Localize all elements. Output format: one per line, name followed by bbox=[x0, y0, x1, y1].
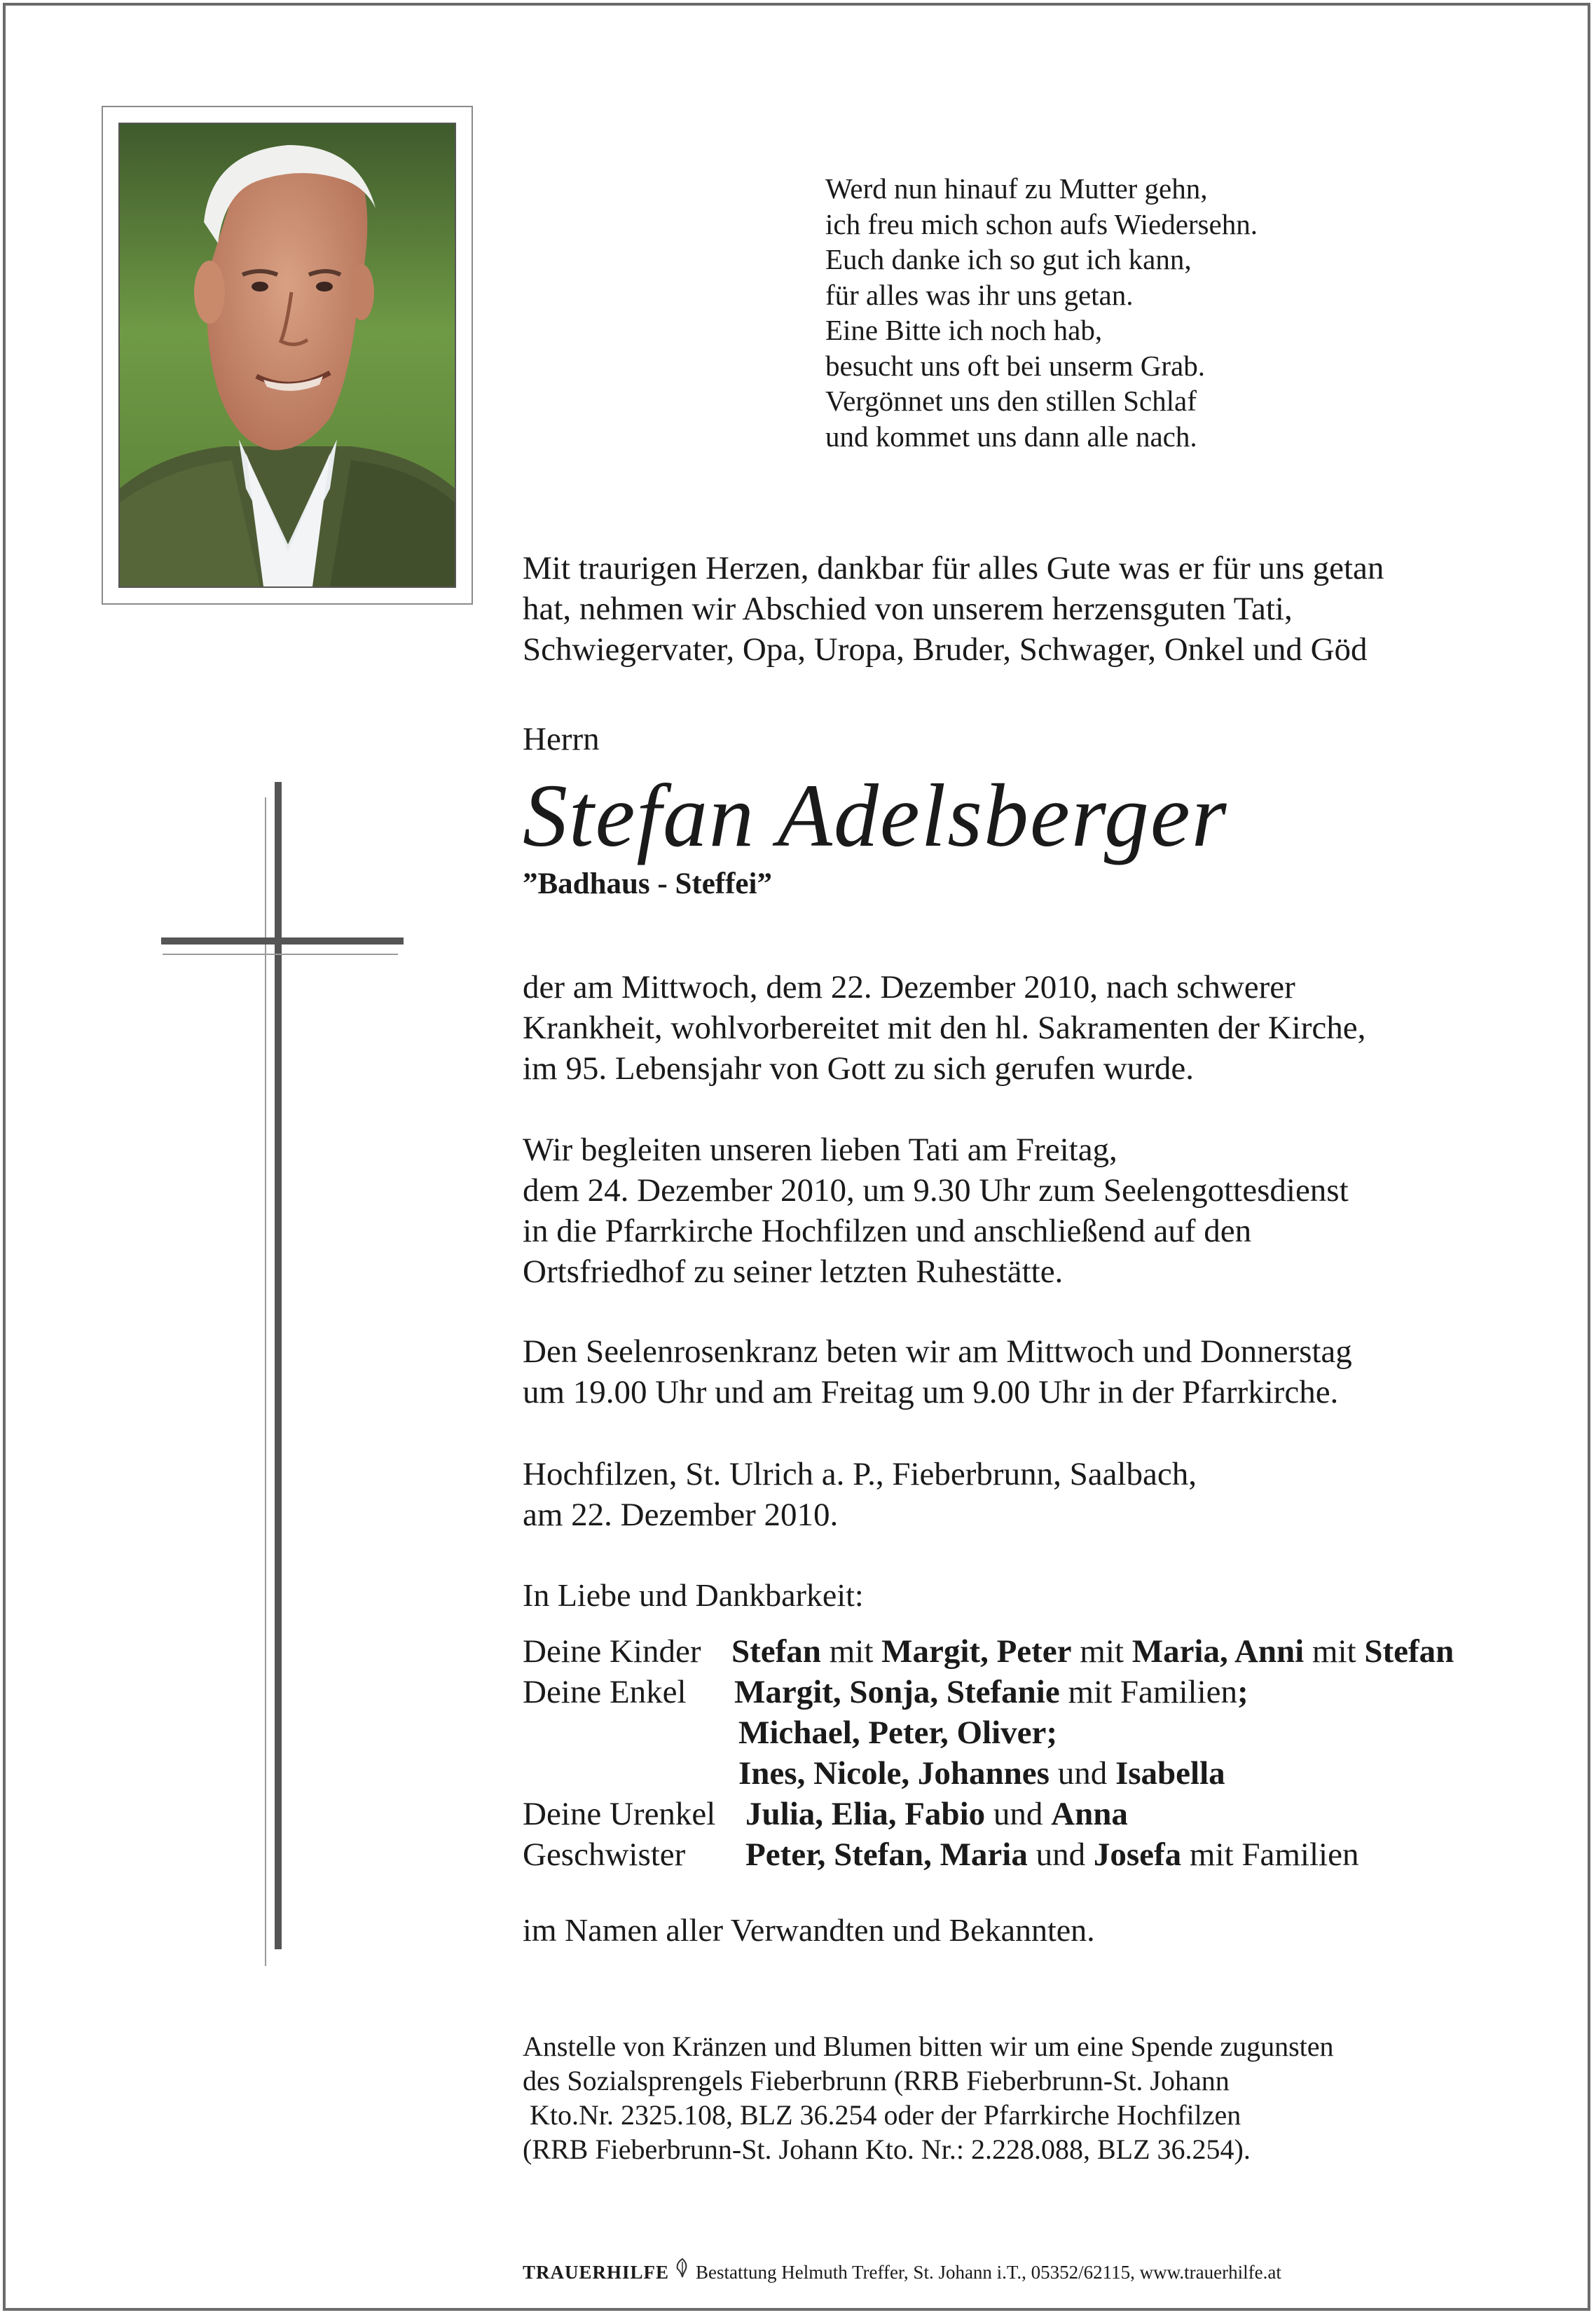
donation-line: (RRB Fieberbrunn-St. Johann Kto. Nr.: 2.228.088, BLZ 36.254). bbox=[523, 2134, 1251, 2165]
donation-line: Anstelle von Kränzen und Blumen bitten wir um eine Spende zugunsten bbox=[523, 2031, 1334, 2062]
intro-line: Schwiegervater, Opa, Uropa, Bruder, Schwager, Onkel und Göd bbox=[523, 631, 1368, 668]
death-line: Krankheit, wohlvorbereitet mit den hl. Sakramenten der Kirche, bbox=[523, 1010, 1366, 1046]
poem-line: Werd nun hinauf zu Mutter gehn, bbox=[825, 172, 1208, 205]
poem-line: ich freu mich schon aufs Wiedersehn. bbox=[825, 207, 1258, 240]
cross-icon bbox=[154, 771, 420, 1976]
donation-note bbox=[523, 2029, 1334, 2166]
poem-line: für alles was ihr uns getan. bbox=[825, 278, 1134, 311]
family-members: Ines, Nicole, Johannes und Isabella bbox=[738, 1755, 1225, 1792]
poem-line: und kommet uns dann alle nach. bbox=[825, 420, 1197, 453]
family-members: Julia, Elia, Fabio und Anna bbox=[745, 1796, 1128, 1832]
death-notice bbox=[523, 967, 1365, 1089]
family-members: Peter, Stefan, Maria und Josefa mit Familien bbox=[745, 1836, 1359, 1873]
deceased-nickname: ”Badhaus - Steffei” bbox=[523, 867, 772, 900]
portrait-photo bbox=[118, 123, 456, 588]
deceased-name: Stefan Adelsberger bbox=[523, 766, 1228, 865]
family-members: Margit, Sonja, Stefanie mit Familien; bbox=[734, 1674, 1248, 1710]
in-love-heading: In Liebe und Dankbarkeit: bbox=[523, 1577, 864, 1613]
poem-line: besucht uns oft bei unserm Grab. bbox=[825, 349, 1205, 382]
family-label: Deine Enkel bbox=[523, 1674, 687, 1710]
rosary-line: um 19.00 Uhr und am Freitag um 9.00 Uhr in der Pfarrkirche. bbox=[523, 1374, 1339, 1410]
family-label: Deine Urenkel bbox=[523, 1796, 716, 1832]
family-label: Deine Kinder bbox=[523, 1633, 701, 1670]
poem-line: Vergönnet uns den stillen Schlaf bbox=[825, 385, 1197, 417]
place-date bbox=[523, 1454, 1197, 1535]
donation-line: des Sozialsprengels Fieberbrunn (RRB Fieberbrunn-St. Johann bbox=[523, 2065, 1230, 2096]
intro-paragraph bbox=[523, 548, 1384, 670]
place-line: Hochfilzen, St. Ulrich a. P., Fieberbrunn, Saalbach, bbox=[523, 1456, 1197, 1492]
closing-line: im Namen aller Verwandten und Bekannten. bbox=[523, 1912, 1095, 1948]
funeral-notice bbox=[523, 1129, 1349, 1292]
intro-line: Mit traurigen Herzen, dankbar für alles Gute was er für uns getan bbox=[523, 550, 1384, 586]
place-line: am 22. Dezember 2010. bbox=[523, 1497, 839, 1533]
funeral-line: dem 24. Dezember 2010, um 9.30 Uhr zum Seelengottesdienst bbox=[523, 1172, 1349, 1209]
death-line: im 95. Lebensjahr von Gott zu sich gerufen wurde. bbox=[523, 1050, 1195, 1087]
salutation: Herrn bbox=[523, 721, 600, 757]
funeral-line: in die Pfarrkirche Hochfilzen und anschließend auf den bbox=[523, 1213, 1252, 1249]
death-line: der am Mittwoch, dem 22. Dezember 2010, nach schwerer bbox=[523, 969, 1295, 1005]
rosary-notice bbox=[523, 1331, 1352, 1413]
family-members: Michael, Peter, Oliver; bbox=[738, 1715, 1058, 1751]
leaf-icon bbox=[675, 2258, 690, 2284]
family-members: Stefan mit Margit, Peter mit Maria, Anni mit Stefan bbox=[731, 1633, 1454, 1670]
footer-text: Bestattung Helmuth Treffer, St. Johann i.T., 05352/62115, www.trauerhilfe.at bbox=[696, 2262, 1281, 2283]
portrait-frame bbox=[102, 106, 473, 605]
poem bbox=[825, 171, 1258, 454]
portrait-image bbox=[120, 124, 455, 586]
family-label: Geschwister bbox=[523, 1836, 686, 1873]
rosary-line: Den Seelenrosenkranz beten wir am Mittwoch und Donnerstag bbox=[523, 1333, 1352, 1370]
footer-brand: TRAUERHILFE bbox=[523, 2262, 670, 2283]
poem-line: Eine Bitte ich noch hab, bbox=[825, 314, 1103, 346]
donation-line: Kto.Nr. 2325.108, BLZ 36.254 oder der Pfarrkirche Hochfilzen bbox=[523, 2099, 1241, 2131]
intro-line: hat, nehmen wir Abschied von unserem herzensguten Tati, bbox=[523, 591, 1293, 627]
funeral-line: Ortsfriedhof zu seiner letzten Ruhestätte. bbox=[523, 1253, 1064, 1290]
funeral-line: Wir begleiten unseren lieben Tati am Freitag, bbox=[523, 1132, 1117, 1168]
poem-line: Euch danke ich so gut ich kann, bbox=[825, 243, 1192, 275]
footer bbox=[523, 2258, 1281, 2284]
